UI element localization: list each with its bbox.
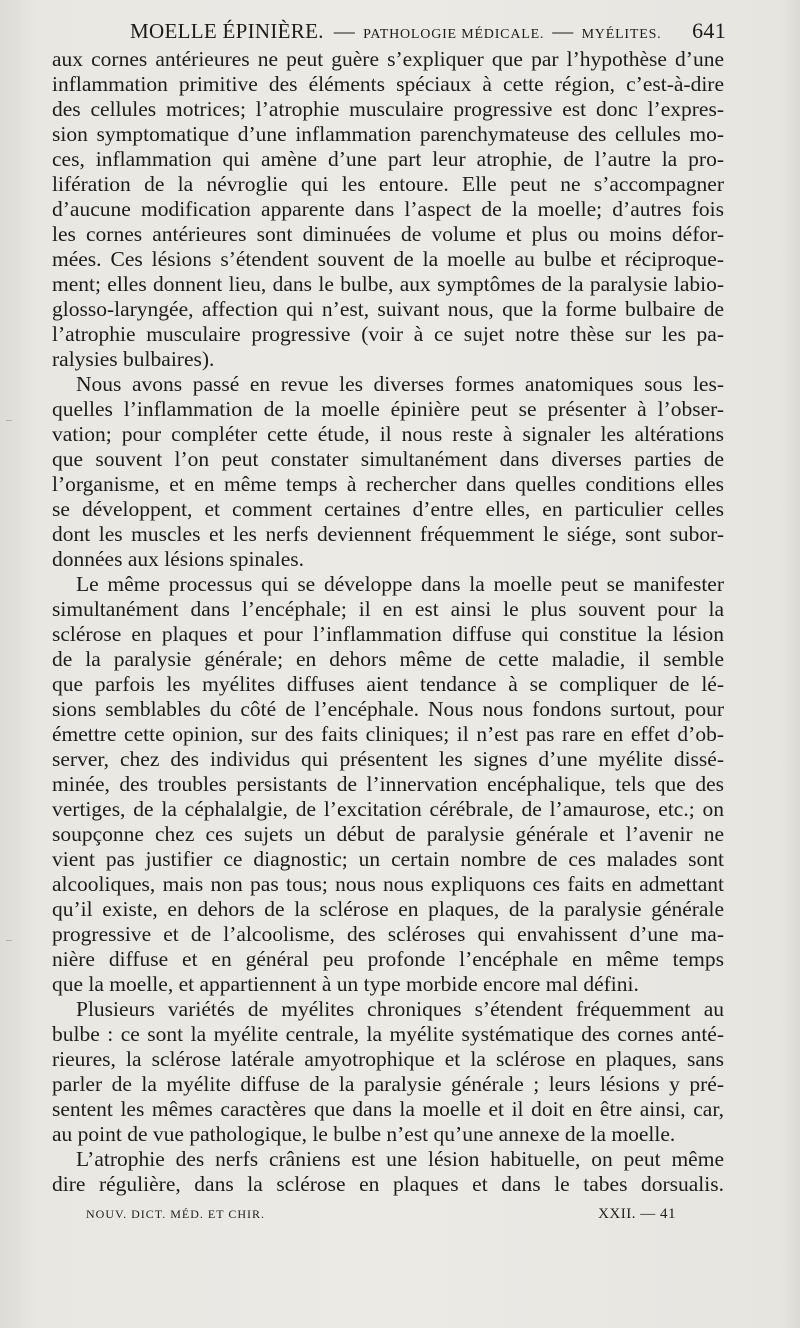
text-line: lifération de la névroglie qui les entoure. Elle peut ne s’accompagner <box>52 172 724 196</box>
text-line: quelles l’inflammation de la moelle épinière peut se présenter à l’obser- <box>52 397 724 421</box>
text-line: vertiges, de la céphalalgie, de l’excitation cérébrale, de l’amaurose, etc.; on <box>52 797 724 821</box>
text-line: L’atrophie des nerfs crâniens est une lésion habituelle, on peut même <box>76 1147 724 1171</box>
body-text <box>52 47 724 1197</box>
text-line: ralysies bulbaires). <box>52 347 215 371</box>
text-line: ces, inflammation qui amène d’une part leur atrophie, de l’autre la pro- <box>52 147 724 171</box>
margin-mark <box>6 420 12 421</box>
text-line: sions semblables du côté de l’encéphale. Nous nous fondons surtout, pour <box>52 697 724 721</box>
text-line: mées. Ces lésions s’étendent souvent de la moelle au bulbe et réciproque- <box>52 247 724 271</box>
text-line: de la paralysie générale; en dehors même de cette maladie, il semble <box>52 647 724 671</box>
text-line: l’atrophie musculaire progressive (voir à ce sujet notre thèse sur les pa- <box>52 322 724 346</box>
text-line: Nous avons passé en revue les diverses formes anatomiques sous les- <box>76 372 724 396</box>
text-line: inflammation primitive des éléments spéciaux à cette région, c’est-à-dire <box>52 72 724 96</box>
footer-signature: NOUV. DICT. MÉD. ET CHIR. <box>86 1207 266 1221</box>
text-line: vation; pour compléter cette étude, il nous reste à signaler les altérations <box>52 422 724 446</box>
text-line: nière diffuse et en général peu profonde l’encéphale en même temps <box>52 947 724 971</box>
text-line: au point de vue pathologique, le bulbe n’est qu’une annexe de la moelle. <box>52 1122 676 1146</box>
text-line: qu’il existe, en dehors de la sclérose en plaques, de la paralysie générale <box>52 897 724 921</box>
text-line: l’organisme, et en même temps à rechercher dans quelles conditions elles <box>52 472 724 496</box>
text-line: bulbe : ce sont la myélite centrale, la myélite systématique des cornes anté- <box>52 1022 724 1046</box>
text-line: d’aucune modification apparente dans l’aspect de la moelle; d’autres fois <box>52 197 724 221</box>
text-line: server, chez des individus qui présentent les signes d’une myélite dissé- <box>52 747 724 771</box>
text-line: les cornes antérieures sont diminuées de volume et plus ou moins défor- <box>52 222 724 246</box>
text-line: sclérose en plaques et pour l’inflammation diffuse qui constitue la lésion <box>52 622 724 646</box>
header-subsection: MYÉLITES. <box>581 27 662 42</box>
text-line: ment; elles donnent lieu, dans le bulbe, aux symptômes de la paralysie labio- <box>52 272 724 296</box>
text-line: aux cornes antérieures ne peut guère s’expliquer que par l’hypothèse d’une <box>52 47 724 71</box>
text-line: sion symptomatique d’une inflammation parenchymateuse des cellules mo- <box>52 122 724 146</box>
header-section: PATHOLOGIE MÉDICALE. <box>363 27 545 42</box>
header-title: MOELLE ÉPINIÈRE. <box>130 19 324 43</box>
text-line: données aux lésions spinales. <box>52 547 304 571</box>
text-line: progressive et de l’alcoolisme, des scléroses qui envahissent d’une ma- <box>52 922 724 946</box>
text-line: dont les muscles et les nerfs deviennent fréquemment le siége, sont subor- <box>52 522 724 546</box>
text-line: dire régulière, dans la sclérose en plaques et dans le tabes dorsualis. <box>52 1172 724 1196</box>
margin-mark <box>6 940 12 941</box>
text-line: alcooliques, mais non pas tous; nous nous expliquons ces faits en admettant <box>52 872 724 896</box>
text-line: glosso-laryngée, affection qui n’est, suivant nous, que la forme bulbaire de <box>52 297 724 321</box>
text-line: soupçonne chez ces sujets un début de paralysie générale et l’avenir ne <box>52 822 724 846</box>
text-line: parler de la myélite diffuse de la paralysie générale ; leurs lésions y pré- <box>52 1072 724 1096</box>
text-line: se développent, et comment certaines d’entre elles, en particulier celles <box>52 497 724 521</box>
text-line: que parfois les myélites diffuses aient tendance à se compliquer de lé- <box>52 672 724 696</box>
footer-volume-sheet: XXII. — 41 <box>598 1206 676 1222</box>
header-dash: — <box>333 19 356 43</box>
text-line: sentent les mêmes caractères que dans la moelle et il doit en être ainsi, car, <box>52 1097 724 1121</box>
page-number: 641 <box>692 18 726 43</box>
text-line: minée, des troubles persistants de l’innervation encéphalique, tels que des <box>52 772 724 796</box>
text-line: que la moelle, et appartiennent à un type morbide encore mal défini. <box>52 972 639 996</box>
text-line: émettre cette opinion, sur des faits cliniques; il n’est pas rare en effet d’ob- <box>52 722 724 746</box>
text-line: simultanément dans l’encéphale; il en est ainsi le plus souvent pour la <box>52 597 724 621</box>
text-line: vient pas justifier ce diagnostic; un certain nombre de ces malades sont <box>52 847 724 871</box>
running-header <box>130 18 726 46</box>
page-footer <box>86 1206 676 1228</box>
text-line: Le même processus qui se développe dans la moelle peut se manifester <box>76 572 724 596</box>
text-line: que souvent l’on peut constater simultanément dans diverses parties de <box>52 447 724 471</box>
text-line: Plusieurs variétés de myélites chroniques s’étendent fréquemment au <box>76 997 724 1021</box>
header-dash: — <box>552 19 574 43</box>
text-line: des cellules motrices; l’atrophie musculaire progressive est donc l’expres- <box>52 97 724 121</box>
text-line: rieures, la sclérose latérale amyotrophique et la sclérose en plaques, sans <box>52 1047 724 1071</box>
